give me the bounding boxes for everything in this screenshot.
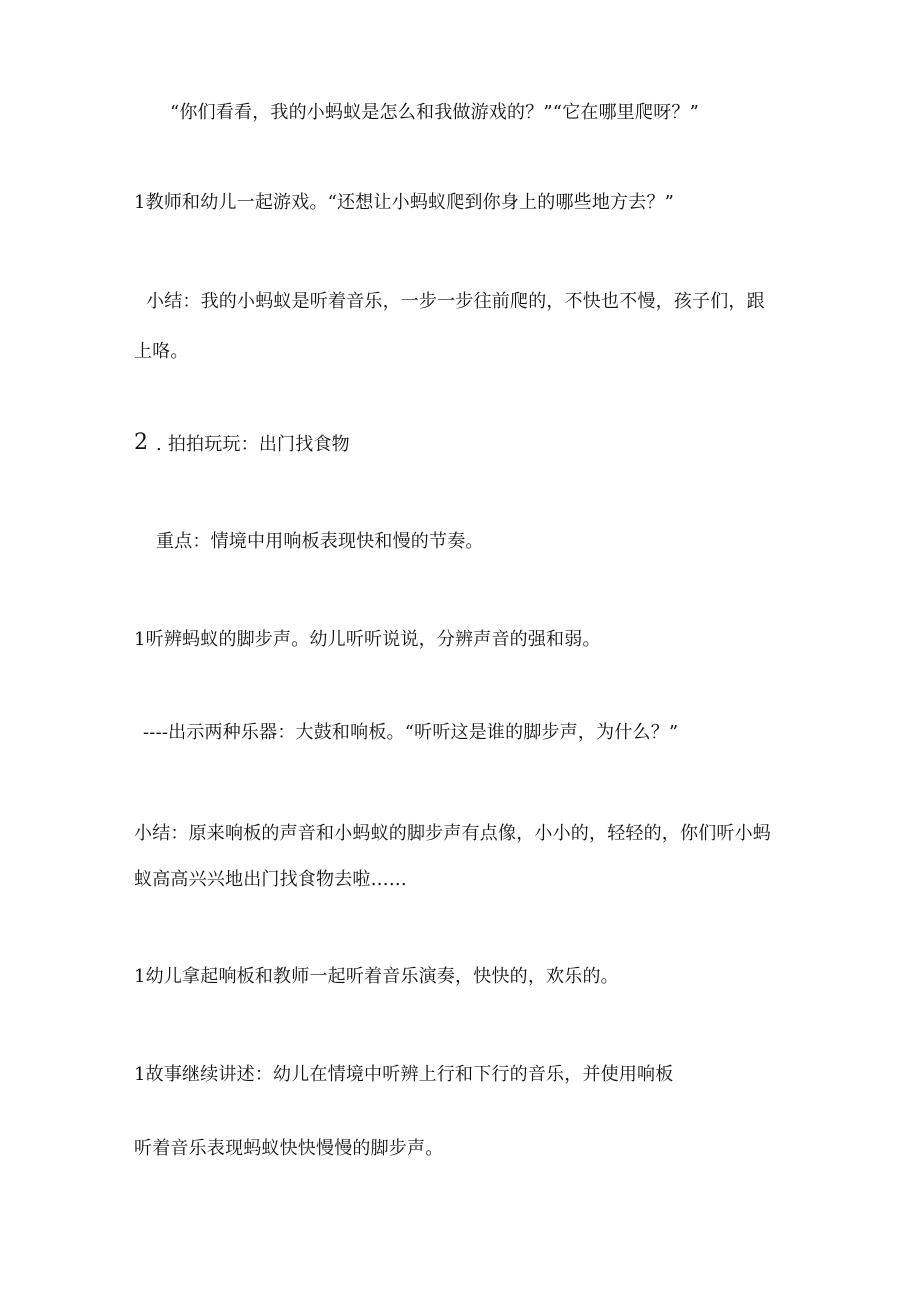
section-title: . 拍拍玩玩：出门找食物 — [156, 434, 350, 455]
summary-line: 小结：原来响板的声音和小蚂蚁的脚步声有点像，小小的，轻轻的，你们听小蚂 — [134, 823, 771, 844]
activity-step-line: 1听辨蚂蚁的脚步声。幼儿听听说说，分辨声音的强和弱。 — [134, 629, 601, 650]
key-point-line: 重点：情境中用响板表现快和慢的节奏。 — [156, 531, 484, 552]
summary-continuation-line: 上咯。 — [134, 341, 189, 362]
summary-continuation-line: 蚁高高兴兴地出门找食物去啦…… — [134, 869, 407, 890]
activity-step-line: 1教师和幼儿一起游戏。“还想让小蚂蚁爬到你身上的哪些地方去？” — [134, 192, 675, 213]
activity-step-continuation-line: 听着音乐表现蚂蚁快快慢慢的脚步声。 — [134, 1138, 444, 1159]
section-number: 2 — [134, 430, 148, 455]
activity-step-line: 1幼儿拿起响板和教师一起听着音乐演奏，快快的，欢乐的。 — [134, 966, 619, 987]
instrument-line: ----出示两种乐器：大鼓和响板。“听听这是谁的脚步声，为什么？” — [143, 722, 679, 743]
dialogue-line: “你们看看，我的小蚂蚁是怎么和我做游戏的？”“它在哪里爬呀？” — [170, 102, 700, 123]
activity-step-line: 1故事继续讲述：幼儿在情境中听辨上行和下行的音乐，并使用响板 — [134, 1064, 674, 1085]
summary-line: 小结：我的小蚂蚁是听着音乐，一步一步往前爬的，不快也不慢，孩子们，跟 — [146, 291, 765, 312]
